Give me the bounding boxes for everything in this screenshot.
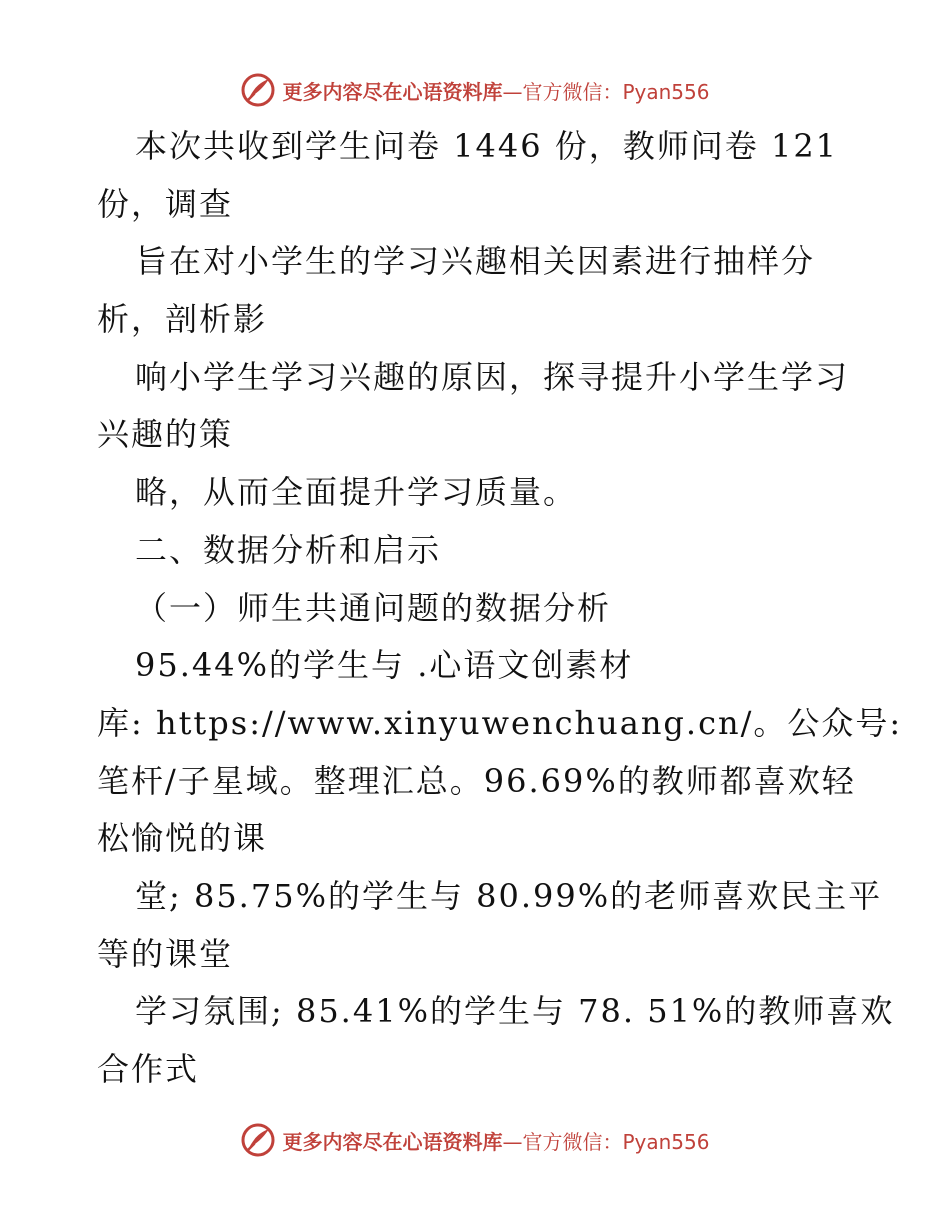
feather-quill-icon [240,72,276,108]
text-line: 等的课堂 [97,934,234,973]
banner-text [282,1126,709,1155]
section-heading: 二、数据分析和启示 [135,530,442,569]
footer-banner [0,1120,950,1160]
text-line: 笔杆/子星域。整理汇总。96.69%的教师都喜欢轻 [97,761,856,800]
text-line: 库: https://www.xinyuwenchuang.cn/。公众号: [97,703,903,742]
text-line: 份，调查 [97,184,234,223]
text-line: 略，从而全面提升学习质量。 [135,473,578,512]
banner-text [282,76,709,105]
header-banner [0,70,950,110]
text-line: 析，剖析影 [97,300,268,339]
subsection-heading: （一）师生共通问题的数据分析 [135,588,612,627]
banner-main-text: 更多内容尽在心语资料库 [282,79,503,104]
banner-main-text: 更多内容尽在心语资料库 [282,1129,503,1154]
banner-dash: — [502,1129,523,1154]
text-line: 合作式 [97,1050,200,1088]
text-line: 95.44%的学生与 .心语文创素材 [135,646,634,685]
text-line: 兴趣的策 [97,415,234,454]
text-line: 旨在对小学生的学习兴趣相关因素进行抽样分 [135,242,816,281]
text-line: 堂; 85.75%的学生与 80.99%的老师喜欢民主平 [135,876,883,915]
text-line: 学习氛围; 85.41%的学生与 78. 51%的教师喜欢 [135,992,895,1031]
document-body [97,118,903,1099]
feather-quill-icon [240,1122,276,1158]
banner-suffix-text: 官方微信：Pyan556 [522,79,710,104]
text-line: 响小学生学习兴趣的原因，探寻提升小学生学习 [135,357,850,396]
banner-suffix-text: 官方微信：Pyan556 [522,1129,710,1154]
banner-dash: — [502,79,523,104]
text-line: 松愉悦的课 [97,819,268,858]
text-line: 本次共收到学生问卷 1446 份，教师问卷 121 [135,127,839,165]
